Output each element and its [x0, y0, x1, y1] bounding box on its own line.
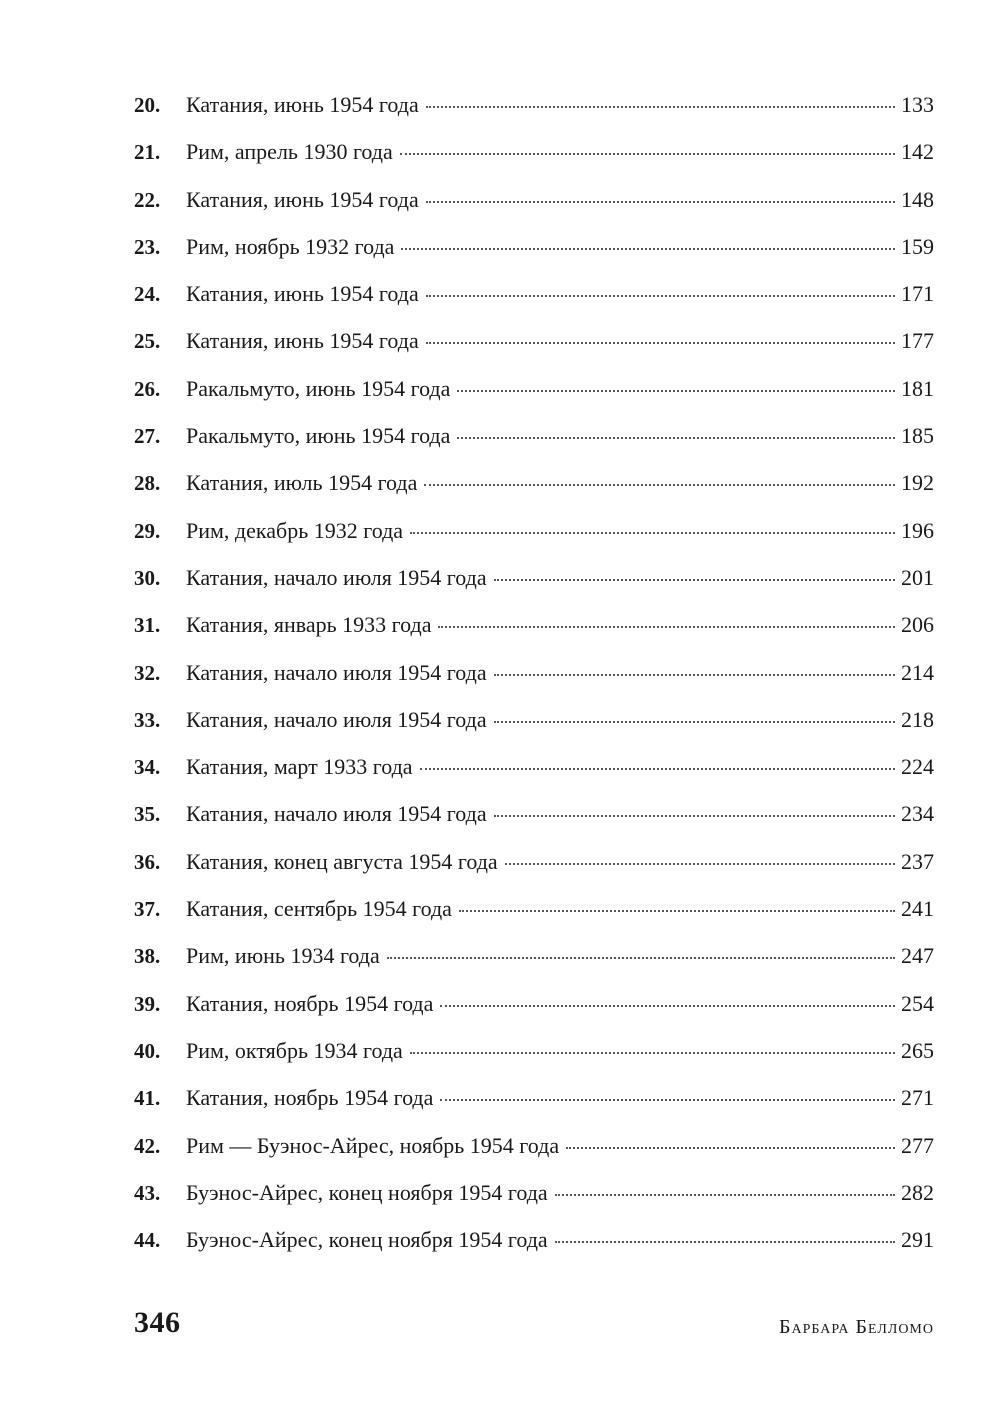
toc-entry — [134, 659, 934, 709]
chapter-title: Катания, начало июля 1954 года — [186, 801, 487, 827]
chapter-title: Катания, конец августа 1954 года — [186, 848, 498, 874]
dot-leader — [494, 721, 895, 723]
chapter-title: Катания, начало июля 1954 года — [186, 564, 487, 590]
chapter-page-number: 237 — [901, 848, 934, 874]
chapter-number: 28. — [134, 471, 161, 496]
chapter-page-number: 192 — [901, 470, 934, 496]
chapter-title: Рим, октябрь 1934 года — [186, 1037, 403, 1063]
dot-leader — [426, 201, 895, 203]
chapter-number: 44. — [134, 1228, 161, 1253]
dot-leader — [410, 1052, 895, 1054]
chapter-page-number: 241 — [901, 896, 934, 922]
dot-leader — [494, 579, 895, 581]
toc-entry — [134, 945, 934, 992]
dot-leader — [457, 390, 895, 392]
chapter-title: Буэнос-Айрес, конец ноября 1954 года — [186, 1227, 548, 1253]
dot-leader — [440, 1099, 895, 1101]
chapter-page-number: 224 — [901, 754, 934, 780]
toc-entry — [134, 803, 934, 850]
dot-leader — [566, 1147, 895, 1149]
chapter-number: 36. — [134, 849, 161, 874]
dot-leader — [426, 106, 895, 108]
dot-leader — [555, 1241, 895, 1243]
chapter-page-number: 159 — [901, 233, 934, 259]
chapter-title: Катания, март 1933 года — [186, 754, 413, 780]
chapter-number: 42. — [134, 1133, 161, 1158]
chapter-page-number: 265 — [901, 1037, 934, 1063]
chapter-title: Катания, июнь 1954 года — [186, 92, 419, 117]
toc-entry — [134, 564, 934, 614]
chapter-title: Рим, июнь 1934 года — [186, 943, 380, 969]
chapter-page-number: 185 — [901, 423, 934, 449]
chapter-number: 24. — [134, 282, 161, 307]
chapter-number: 27. — [134, 424, 161, 449]
chapter-page-number: 201 — [901, 564, 934, 590]
chapter-number: 32. — [134, 660, 161, 685]
dot-leader — [457, 437, 895, 439]
dot-leader — [555, 1194, 895, 1196]
chapter-number: 40. — [134, 1038, 161, 1063]
chapter-title: Рим, декабрь 1932 года — [186, 517, 404, 543]
chapter-title: Катания, начало июля 1954 года — [186, 659, 487, 685]
chapter-page-number: 291 — [901, 1227, 934, 1253]
chapter-page-number: 234 — [901, 801, 934, 827]
chapter-title: Катания, июнь 1954 года — [186, 328, 419, 354]
chapter-title: Катания, сентябрь 1954 года — [186, 896, 452, 922]
dot-leader — [459, 910, 895, 912]
toc-entry — [134, 990, 934, 1040]
chapter-title: Катания, июнь 1954 года — [186, 186, 419, 212]
running-footer-author: Барбара Белломо — [779, 1316, 934, 1338]
chapter-number: 22. — [134, 187, 161, 212]
chapter-number: 21. — [134, 140, 161, 165]
toc-entry — [134, 186, 934, 236]
chapter-page-number: 206 — [901, 612, 934, 638]
chapter-number: 29. — [134, 518, 161, 543]
dot-leader — [387, 957, 895, 959]
chapter-title: Рим, апрель 1930 года — [186, 139, 393, 165]
chapter-title: Ракальмуто, июнь 1954 года — [186, 375, 451, 401]
chapter-page-number: 254 — [901, 990, 934, 1016]
toc-entry — [134, 330, 934, 377]
chapter-page-number: 148 — [901, 186, 934, 212]
toc-entry — [134, 614, 934, 661]
dot-leader — [400, 153, 895, 155]
toc-entry — [134, 756, 934, 803]
chapter-page-number: 282 — [901, 1179, 934, 1205]
chapter-number: 33. — [134, 707, 161, 732]
chapter-title: Катания, ноябрь 1954 года — [186, 990, 434, 1016]
chapter-title: Рим — Буэнос-Айрес, ноябрь 1954 года — [186, 1132, 560, 1158]
chapter-title: Катания, июнь 1954 года — [186, 281, 419, 307]
dot-leader — [494, 674, 895, 676]
chapter-page-number: 277 — [901, 1132, 934, 1158]
chapter-number: 30. — [134, 565, 161, 590]
toc-entry — [134, 1037, 934, 1087]
chapter-number: 43. — [134, 1180, 161, 1205]
chapter-title: Катания, ноябрь 1954 года — [186, 1085, 434, 1111]
chapter-page-number: 133 — [901, 92, 934, 117]
toc-entry — [134, 233, 934, 283]
chapter-page-number: 142 — [901, 139, 934, 165]
toc-entry — [134, 1179, 934, 1229]
toc-entry — [134, 898, 934, 945]
toc-entry — [134, 283, 934, 330]
chapter-title: Буэнос-Айрес, конец ноября 1954 года — [186, 1179, 548, 1205]
dot-leader — [420, 768, 895, 770]
dot-leader — [424, 484, 895, 486]
chapter-page-number: 271 — [901, 1085, 934, 1111]
dot-leader — [401, 248, 895, 250]
chapter-number: 25. — [134, 329, 161, 354]
chapter-number: 20. — [134, 93, 161, 117]
toc-entry — [134, 472, 934, 519]
chapter-number: 34. — [134, 755, 161, 780]
toc-entry — [134, 141, 934, 188]
dot-leader — [426, 295, 895, 297]
toc-entry — [134, 1087, 934, 1134]
dot-leader — [426, 342, 895, 344]
toc-entry — [134, 1132, 934, 1182]
chapter-page-number: 214 — [901, 659, 934, 685]
chapter-title: Катания, январь 1933 года — [186, 612, 432, 638]
toc-entry — [134, 425, 934, 472]
chapter-number: 41. — [134, 1086, 161, 1111]
chapter-number: 38. — [134, 944, 161, 969]
chapter-page-number: 218 — [901, 706, 934, 732]
chapter-number: 23. — [134, 234, 161, 259]
dot-leader — [438, 626, 895, 628]
chapter-page-number: 171 — [901, 281, 934, 307]
chapter-number: 39. — [134, 991, 161, 1016]
page-number: 346 — [134, 1306, 181, 1339]
dot-leader — [505, 863, 895, 865]
chapter-number: 37. — [134, 897, 161, 922]
toc-entry — [134, 848, 934, 898]
chapter-number: 26. — [134, 376, 161, 401]
toc-entry — [134, 375, 934, 425]
toc-entry — [134, 517, 934, 567]
dot-leader — [410, 532, 895, 534]
chapter-number: 35. — [134, 802, 161, 827]
chapter-title: Рим, ноябрь 1932 года — [186, 233, 395, 259]
chapter-title: Катания, июль 1954 года — [186, 470, 418, 496]
chapter-page-number: 247 — [901, 943, 934, 969]
chapter-page-number: 177 — [901, 328, 934, 354]
chapter-number: 31. — [134, 613, 161, 638]
toc-entry — [134, 706, 934, 756]
table-of-contents — [134, 94, 934, 1276]
chapter-title: Катания, начало июля 1954 года — [186, 706, 487, 732]
toc-entry — [134, 1229, 934, 1276]
dot-leader — [440, 1005, 895, 1007]
toc-entry — [134, 94, 934, 141]
chapter-title: Ракальмуто, июнь 1954 года — [186, 423, 451, 449]
dot-leader — [494, 815, 895, 817]
chapter-page-number: 181 — [901, 375, 934, 401]
chapter-page-number: 196 — [901, 517, 934, 543]
